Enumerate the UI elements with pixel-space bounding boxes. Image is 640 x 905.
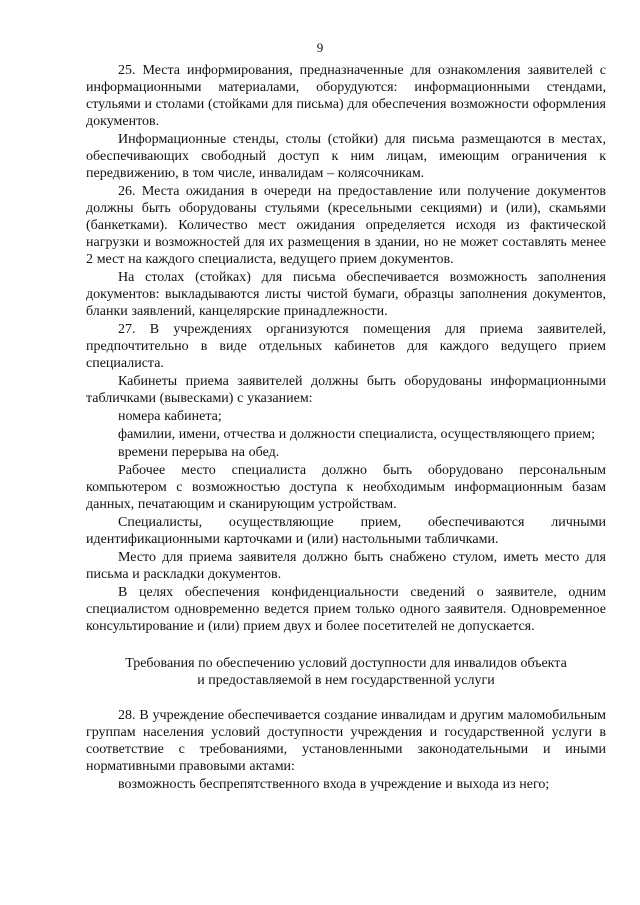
paragraph-workplace: Рабочее место специалиста должно быть оборудовано персональным компьютером с возможностью доступа к необходимым информационным базам данных, печатающим и сканирующим устройствам. bbox=[86, 463, 606, 512]
section-heading-line-2: и предоставляемой в нем государственной услуги bbox=[197, 673, 495, 688]
paragraph-writing-desks: На столах (стойках) для письма обеспечивается возможность заполнения документов: выкладываются листы чистой бумаги, образцы заполнения документов, бланки заявлений, канцелярские принадлежности. bbox=[86, 270, 606, 319]
paragraph-27: 27. В учреждениях организуются помещения для приема заявителей, предпочтительно в виде отдельных кабинетов для каждого ведущего прием специалиста. bbox=[86, 322, 606, 371]
paragraph-28: 28. В учреждение обеспечивается создание инвалидам и другим маломобильным группам населения условий доступности учреждения и государственной услуги в соответствие с требованиями, установленными законодательными и иными нормативными правовыми актами: bbox=[86, 708, 606, 774]
list-item-room-number: номера кабинета; bbox=[118, 409, 222, 424]
paragraph-26: 26. Места ожидания в очереди на предоставление или получение документов должны быть оборудованы стульями (кресельными секциями) и (или), скамьями (банкетками). Количество мест ожидания определяется исходя из фактической нагрузки и возможностей для их размещения в здании, но не может составлять менее 2 мест на каждого специалиста, ведущего прием документов. bbox=[86, 184, 606, 267]
list-item-free-entry: возможность беспрепятственного входа в учреждение и выхода из него; bbox=[118, 777, 550, 792]
list-item-lunch-break: времени перерыва на обед. bbox=[118, 445, 280, 460]
document-body bbox=[86, 62, 606, 794]
paragraph-office-signs: Кабинеты приема заявителей должны быть оборудованы информационными табличками (вывесками) с указанием: bbox=[86, 374, 606, 406]
section-heading bbox=[86, 655, 606, 689]
paragraph-id-cards: Специалисты, осуществляющие прием, обеспечиваются личными идентификационными карточками и (или) настольными табличками. bbox=[86, 515, 606, 547]
paragraph-applicant-place: Место для приема заявителя должно быть снабжено стулом, иметь место для письма и раскладки документов. bbox=[86, 550, 606, 582]
section-heading-line-1: Требования по обеспечению условий доступности для инвалидов объекта bbox=[125, 656, 567, 671]
list-item-specialist-name: фамилии, имени, отчества и должности специалиста, осуществляющего прием; bbox=[118, 427, 595, 442]
paragraph-confidentiality: В целях обеспечения конфиденциальности сведений о заявителе, одним специалистом одновременно ведется прием только одного заявителя. Одновременное консультирование и (или) прием двух и более посетителей не допускается. bbox=[86, 585, 606, 634]
page-number: 9 bbox=[316, 40, 324, 55]
paragraph-25: 25. Места информирования, предназначенные для ознакомления заявителей с информационными материалами, оборудуются: информационными стендами, стульями и столами (стойками для письма) для обеспечения возможности оформления документов. bbox=[86, 63, 606, 129]
paragraph-info-stands: Информационные стенды, столы (стойки) для письма размещаются в местах, обеспечивающих свободный доступ к ним лицам, имеющим ограничения к передвижению, в том числе, инвалидам – колясочникам. bbox=[86, 132, 606, 181]
